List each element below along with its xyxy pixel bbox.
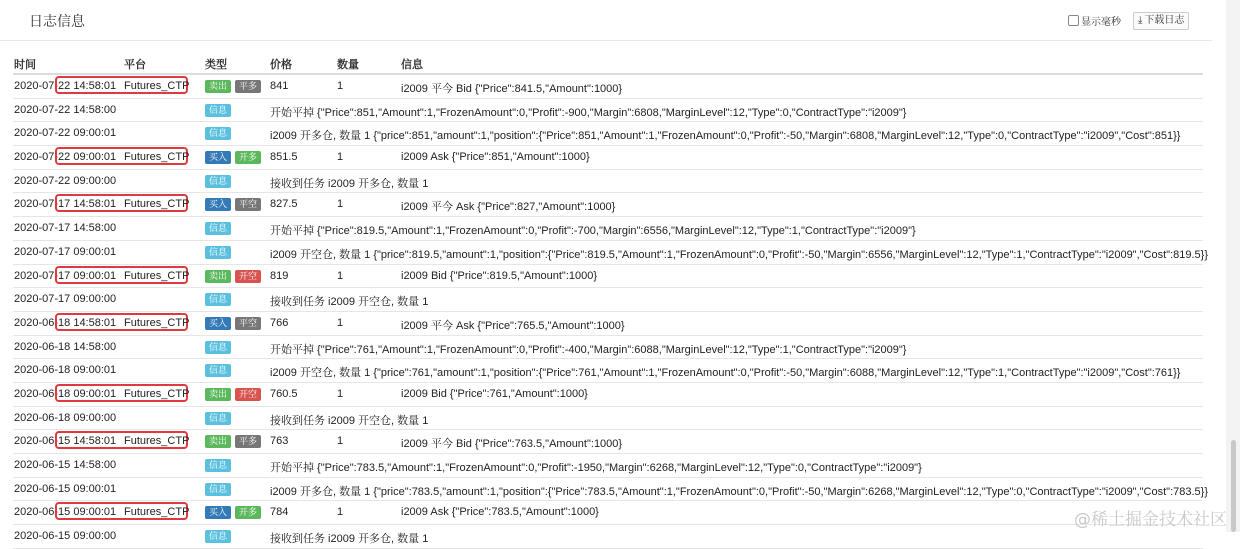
time-cell: 2020-07-17 09:00:01: [14, 245, 117, 258]
time-cell: 2020-07-22 09:00:01: [14, 127, 117, 140]
table-row: [13, 122, 1203, 146]
time-cell: 2020-07-17 09:00:00: [14, 293, 117, 306]
platform-cell: Futures_CTP: [124, 151, 190, 164]
table-row: [13, 407, 1203, 431]
table-row: [13, 454, 1203, 478]
download-log-button[interactable]: [1133, 12, 1189, 30]
platform-cell: Futures_CTP: [124, 316, 190, 329]
table-row: [13, 241, 1209, 265]
time-cell: 2020-07-17 14:58:00: [14, 222, 117, 235]
info-badge: 信息: [205, 293, 231, 306]
log-table: [13, 51, 1209, 549]
quantity-cell: 1: [337, 151, 344, 164]
info-cell: i2009 开多仓, 数量 1 {"price":783.5,"amount":1,"position":{"Price":783.5,"Amount":1,"FrozenAmount":0,"Profit":-50,"Margin":6268,"MarginLevel":12,"Type":0,"ContractType":"i2009","Cost":783.5}}: [270, 485, 1209, 498]
platform-cell: Futures_CTP: [124, 506, 190, 519]
column-header-platform: 平台: [124, 59, 146, 71]
column-header-info: 信息: [401, 59, 423, 71]
checkbox-icon[interactable]: [1068, 15, 1079, 26]
info-cell: 接收到任务 i2009 开多仓, 数量 1: [270, 533, 429, 546]
table-row: [13, 265, 1203, 289]
column-header-price: 价格: [270, 59, 292, 71]
table-row: [13, 336, 1203, 360]
time-cell: 2020-07-17 09:00:01: [14, 269, 117, 282]
info-badge: 信息: [205, 341, 231, 354]
price-cell: 827.5: [270, 198, 298, 211]
action-badge: 买入: [205, 317, 231, 330]
table-row: [13, 193, 1203, 217]
table-row: [13, 170, 1203, 194]
info-cell: i2009 开空仓, 数量 1 {"price":819.5,"amount":1,"position":{"Price":819.5,"Amount":1,"FrozenAmount":0,"Profit":-50,"Margin":6556,"MarginLevel":12,"Type":1,"ContractType":"i2009","Cost":819.5}}: [270, 248, 1209, 261]
time-cell: 2020-07-17 14:58:01: [14, 198, 117, 211]
quantity-cell: 1: [337, 316, 344, 329]
time-cell: 2020-06-18 14:58:01: [14, 316, 117, 329]
info-cell: 开始平掉 {"Price":761,"Amount":1,"FrozenAmount":0,"Profit":-400,"Margin":6088,"MarginLevel":12,"Type":1,"ContractType":"i2009"}: [270, 343, 907, 356]
download-log-label: 下载日志: [1144, 15, 1185, 26]
platform-cell: Futures_CTP: [124, 387, 190, 400]
info-badge: 信息: [205, 459, 231, 472]
time-cell: 2020-06-18 09:00:01: [14, 387, 117, 400]
info-badge: 信息: [205, 412, 231, 425]
table-body: [13, 75, 1209, 549]
table-row: [13, 146, 1203, 170]
info-cell: 接收到任务 i2009 开空仓, 数量 1: [270, 296, 429, 309]
time-cell: 2020-06-15 09:00:01: [14, 506, 117, 519]
price-cell: 819: [270, 269, 289, 282]
time-cell: 2020-06-18 09:00:01: [14, 364, 117, 377]
action-badge: 卖出: [205, 388, 231, 401]
info-cell: 接收到任务 i2009 开多仓, 数量 1: [270, 177, 429, 190]
vertical-scrollbar[interactable]: [1226, 0, 1240, 532]
info-badge: 信息: [205, 364, 231, 377]
price-cell: 784: [270, 506, 289, 519]
column-header-type: 类型: [205, 59, 227, 71]
info-cell: i2009 Bid {"Price":819.5,"Amount":1000}: [401, 269, 598, 282]
platform-cell: Futures_CTP: [124, 80, 190, 92]
info-badge: 信息: [205, 483, 231, 496]
info-cell: i2009 平今 Ask {"Price":827,"Amount":1000}: [401, 201, 616, 214]
action-badge: 卖出: [205, 80, 231, 93]
offset-badge: 开空: [235, 270, 261, 283]
action-badge: 买入: [205, 506, 231, 519]
info-cell: 开始平掉 {"Price":851,"Amount":1,"FrozenAmount":0,"Profit":-900,"Margin":6808,"MarginLevel":12,"Type":0,"ContractType":"i2009"}: [270, 106, 907, 119]
quantity-cell: 1: [337, 269, 344, 282]
offset-badge: 平多: [235, 435, 261, 448]
action-badge: 卖出: [205, 435, 231, 448]
time-cell: 2020-06-15 14:58:01: [14, 435, 117, 448]
table-row: [13, 430, 1203, 454]
offset-badge: 平空: [235, 198, 261, 211]
table-row: [13, 501, 1203, 525]
info-cell: 开始平掉 {"Price":783.5,"Amount":1,"FrozenAmount":0,"Profit":-1950,"Margin":6268,"MarginLevel":12,"Type":0,"ContractType":"i2009"}: [270, 462, 922, 474]
column-header-time: 时间: [14, 59, 36, 71]
quantity-cell: 1: [337, 506, 344, 519]
download-icon: ⤓: [1138, 15, 1143, 26]
table-row: [13, 99, 1203, 123]
info-cell: i2009 平今 Bid {"Price":763.5,"Amount":1000}: [401, 438, 623, 451]
price-cell: 841: [270, 80, 289, 92]
platform-cell: Futures_CTP: [124, 198, 190, 211]
time-cell: 2020-06-15 14:58:00: [14, 459, 117, 471]
offset-badge: 平多: [235, 80, 261, 93]
action-badge: 买入: [205, 198, 231, 211]
table-row: [13, 75, 1203, 99]
info-badge: 信息: [205, 127, 231, 140]
panel-title: 日志信息: [29, 13, 85, 29]
time-cell: 2020-06-15 09:00:00: [14, 530, 117, 543]
quantity-cell: 1: [337, 435, 344, 448]
info-cell: i2009 开空仓, 数量 1 {"price":761,"amount":1,"position":{"Price":761,"Amount":1,"FrozenAmount":0,"Profit":-50,"Margin":6088,"MarginLevel":12,"Type":1,"ContractType":"i2009","Cost":761}}: [270, 367, 1181, 380]
info-cell: i2009 平今 Ask {"Price":765.5,"Amount":1000}: [401, 319, 625, 332]
info-cell: i2009 Ask {"Price":851,"Amount":1000}: [401, 151, 590, 164]
platform-cell: Futures_CTP: [124, 435, 190, 448]
info-badge: 信息: [205, 104, 231, 117]
price-cell: 851.5: [270, 151, 298, 164]
table-header: [13, 51, 1203, 75]
show-milliseconds-label: 显示毫秒: [1081, 17, 1121, 28]
table-row: [13, 383, 1203, 407]
quantity-cell: 1: [337, 198, 344, 211]
table-row: [13, 217, 1203, 241]
scrollbar-thumb[interactable]: [1231, 440, 1236, 532]
quantity-cell: 1: [337, 80, 344, 92]
offset-badge: 开多: [235, 151, 261, 164]
table-row: [13, 525, 1203, 549]
action-badge: 买入: [205, 151, 231, 164]
quantity-cell: 1: [337, 387, 344, 400]
time-cell: 2020-06-15 09:00:01: [14, 482, 117, 495]
action-badge: 卖出: [205, 270, 231, 283]
platform-cell: Futures_CTP: [124, 269, 190, 282]
info-cell: i2009 开多仓, 数量 1 {"price":851,"amount":1,"position":{"Price":851,"Amount":1,"FrozenAmount":0,"Profit":-50,"Margin":6808,"MarginLevel":12,"Type":0,"ContractType":"i2009","Cost":851}}: [270, 130, 1181, 143]
offset-badge: 开多: [235, 506, 261, 519]
time-cell: 2020-07-22 14:58:01: [14, 80, 117, 92]
table-row: [13, 288, 1203, 312]
info-badge: 信息: [205, 222, 231, 235]
table-row: [13, 359, 1203, 383]
time-cell: 2020-07-22 09:00:00: [14, 174, 117, 187]
info-cell: 开始平掉 {"Price":819.5,"Amount":1,"FrozenAmount":0,"Profit":-700,"Margin":6556,"MarginLevel":12,"Type":1,"ContractType":"i2009"}: [270, 225, 916, 238]
time-cell: 2020-06-18 09:00:00: [14, 411, 117, 424]
time-cell: 2020-06-18 14:58:00: [14, 340, 117, 353]
price-cell: 766: [270, 316, 289, 329]
info-cell: i2009 Ask {"Price":783.5,"Amount":1000}: [401, 506, 599, 519]
table-row: [13, 478, 1209, 502]
info-cell: i2009 Bid {"Price":761,"Amount":1000}: [401, 387, 588, 400]
info-badge: 信息: [205, 530, 231, 543]
price-cell: 763: [270, 435, 289, 448]
watermark: @稀土掘金技术社区: [1074, 510, 1227, 530]
info-badge: 信息: [205, 175, 231, 188]
price-cell: 760.5: [270, 387, 298, 400]
offset-badge: 开空: [235, 388, 261, 401]
show-milliseconds-checkbox[interactable]: [1068, 13, 1121, 28]
time-cell: 2020-07-22 09:00:01: [14, 151, 117, 164]
column-header-quantity: 数量: [337, 59, 359, 71]
info-badge: 信息: [205, 246, 231, 259]
info-cell: 接收到任务 i2009 开空仓, 数量 1: [270, 414, 429, 427]
time-cell: 2020-07-22 14:58:00: [14, 103, 117, 116]
table-row: [13, 312, 1203, 336]
offset-badge: 平空: [235, 317, 261, 330]
panel-header: [0, 0, 1212, 41]
info-cell: i2009 平今 Bid {"Price":841.5,"Amount":1000}: [401, 83, 623, 95]
